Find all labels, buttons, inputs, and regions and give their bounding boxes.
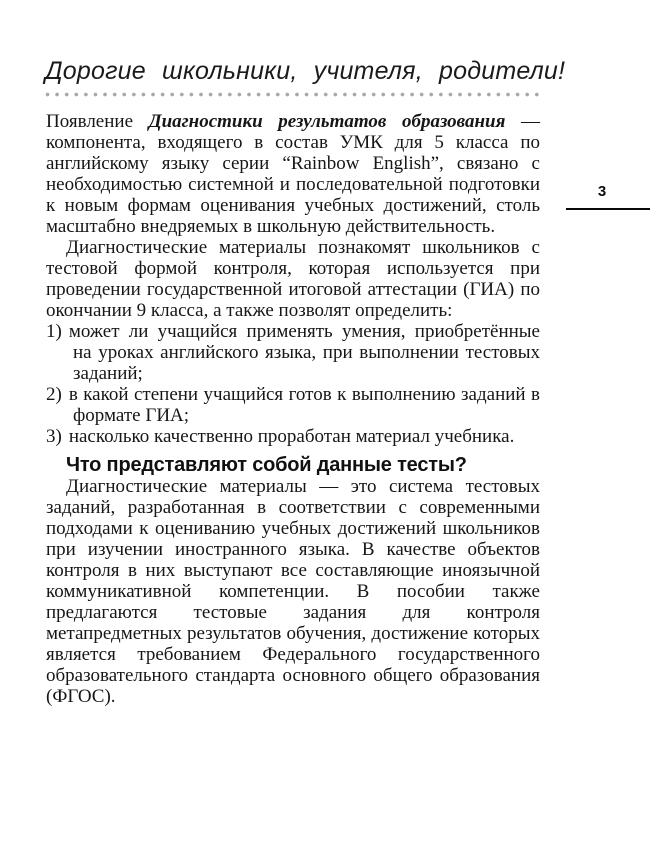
intro-lead-text: Появление: [46, 111, 149, 132]
list-item: [46, 384, 540, 426]
numbered-list: [46, 321, 540, 447]
page-number-block: [566, 184, 650, 210]
paragraph-intro: [46, 111, 540, 237]
main-text: [46, 111, 540, 707]
page-title: Дорогие школьники, учителя, родители!: [45, 57, 566, 85]
list-item-text: в какой степени учащийся готов к выполнению заданий в формате ГИА;: [68, 384, 540, 426]
page-header: [45, 57, 566, 97]
list-marker: 1): [46, 321, 62, 342]
list-item: [46, 321, 540, 384]
intro-rest-text: — компонента, входящего в состав УМК для 5 класса по английскому языку серии “Rainbow English”, связано с необходимостью системной и последовательной подготовки к новым формам оценивания учебных достижений, столь масштабно внедряемых в школьную действительность.: [46, 111, 540, 237]
list-item-text: может ли учащийся применять умения, приобретённые на уроках английского языка, при выполнении тестовых заданий;: [68, 321, 540, 384]
list-item-text: насколько качественно проработан материал учебника.: [68, 426, 515, 447]
page-number: 3: [597, 183, 607, 200]
list-marker: 3): [46, 426, 62, 447]
paragraph-overview: Диагностические материалы познакомят школьников с тестовой формой контроля, которая используется при проведении государственной итоговой аттестации (ГИА) по окончании 9 класса, а также позволят определить:: [46, 237, 540, 321]
page-number-rule: [566, 208, 650, 210]
list-marker: 2): [46, 384, 62, 405]
paragraph-closing: Диагностические материалы — это система тестовых заданий, разработанная в соответствии с современными подходами к оцениванию учебных достижений школьников при изучении иностранного языка. В качестве объектов контроля в них выступают все составляющие иноязычной коммуникативной компетенции. В пособии также предлагаются тестовые задания для контроля метапредметных результатов обучения, достижение которых является требованием Федерального государственного образовательного стандарта основного общего образования (ФГОС).: [46, 476, 540, 707]
intro-emphasis-text: Диагностики результатов образования: [148, 111, 506, 132]
list-item: [46, 426, 540, 447]
section-subheading: Что представляют собой данные тесты?: [66, 454, 467, 476]
dotted-divider: [45, 92, 541, 97]
